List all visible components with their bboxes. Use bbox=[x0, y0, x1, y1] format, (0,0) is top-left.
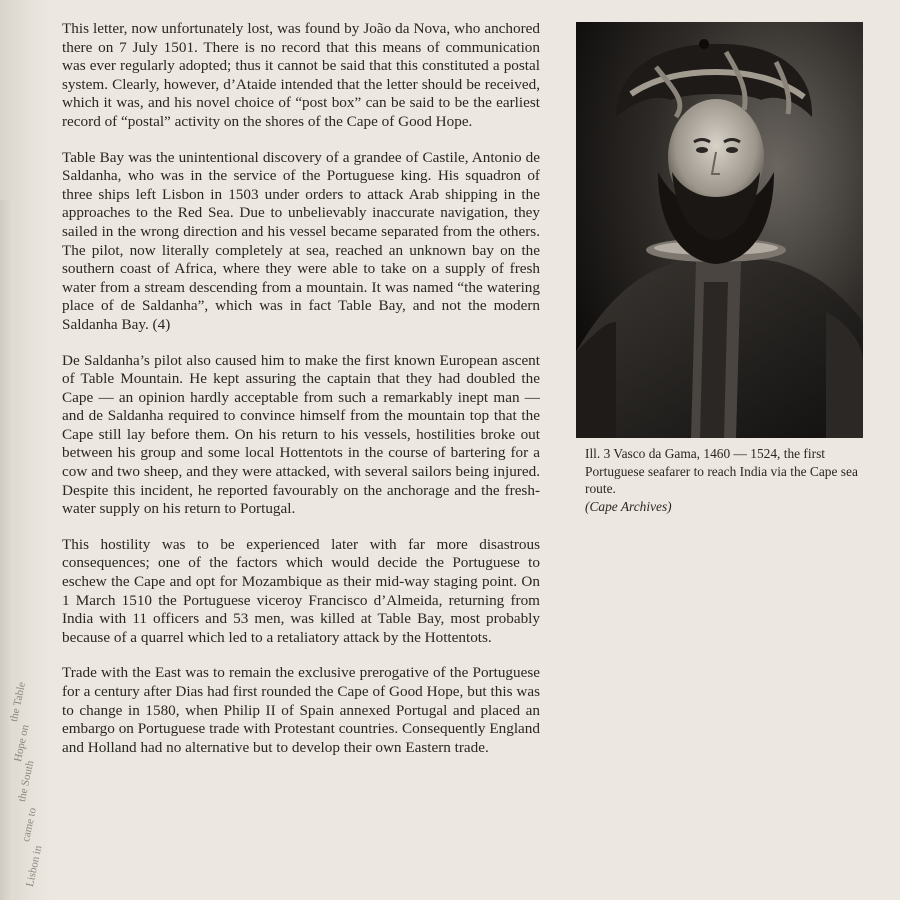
portrait-illustration bbox=[576, 22, 863, 438]
facing-page-text-fragment: the Table bbox=[7, 681, 29, 723]
facing-page-text-fragment: came to bbox=[19, 806, 39, 843]
caption-source: (Cape Archives) bbox=[585, 498, 672, 514]
paragraph: Trade with the East was to remain the exclusive prerogative of the Portuguese for a century after Dias had first rounded the Cape of Good Hope, but this was to change in 1580, when Philip II of Spain annexed Portugal and placed an embargo on Portuguese trade with Protestant countries. Consequently England and Holland had no alternative but to develop their own Eastern trade. bbox=[62, 664, 540, 756]
body-text-column bbox=[62, 20, 540, 774]
paragraph: This letter, now unfortunately lost, was found by João da Nova, who anchored there on 7 July 1501. There is no record that this means of communication was ever regularly adopted; thus it cannot be said that this constituted a postal system. Clearly, however, d’Ataide intended that the letter should be received, which it was, and his novel choice of “post box” can be said to be the earliest record of “postal” activity on the shores of the Cape of Good Hope. bbox=[62, 20, 540, 130]
paragraph: De Saldanha’s pilot also caused him to make the first known European ascent of Table Mountain. He kept assuring the captain that they had doubled the Cape — an opinion hardly acceptable from such a remarkably inept man — and de Saldanha required to convince himself from the mountain top that the Cape still lay before them. On his return to his vessels, hostilities broke out between his group and some local Hottentots in the course of bartering for a cow and two sheep, and they were attacked, with several sailors being injured. Despite this incident, he reported favourably on the anchorage and the fresh-water supply on his return to Portugal. bbox=[62, 351, 540, 518]
facing-page-text-fragment: Lisbon in bbox=[23, 844, 45, 888]
figure-caption bbox=[585, 445, 863, 515]
page-fold-shadow bbox=[0, 200, 14, 900]
facing-page-edge bbox=[0, 0, 50, 900]
paragraph: This hostility was to be experienced later with far more disastrous consequences; one of the factors which would decide the Portuguese to eschew the Cape and opt for Mozambique as their mid-way staging point. On 1 March 1510 the Portuguese viceroy Francisco d’Almeida, returning from India with 11 officers and 53 men, was killed at Table Bay, most probably because of a quarrel which led to a retaliatory attack by the Hottentots. bbox=[62, 535, 540, 646]
facing-page-text-fragment: Hope on bbox=[11, 723, 32, 763]
portrait-image bbox=[576, 22, 863, 438]
caption-text: Ill. 3 Vasco da Gama, 1460 — 1524, the first Portuguese seafarer to reach India via the Cape sea route. bbox=[585, 446, 858, 496]
facing-page-text-fragment: the South bbox=[15, 759, 37, 803]
paragraph: Table Bay was the unintentional discovery of a grandee of Castile, Antonio de Saldanha, who was in the service of the Portuguese king. His squadron of three ships left Lisbon in 1503 under orders to attack Arab shipping in the approaches to the Red Sea. Due to unbelievably inaccurate navigation, they sailed in the wrong direction and his vessel became separated from the others. The pilot, now literally completely at sea, reached an unknown bay on the southern coast of Africa, where they were able to take on a supply of fresh water from a stream descending from a mountain. It was named “the watering place of de Saldanha”, which was in fact Table Bay, and not the modern Saldanha Bay. (4) bbox=[62, 148, 540, 333]
